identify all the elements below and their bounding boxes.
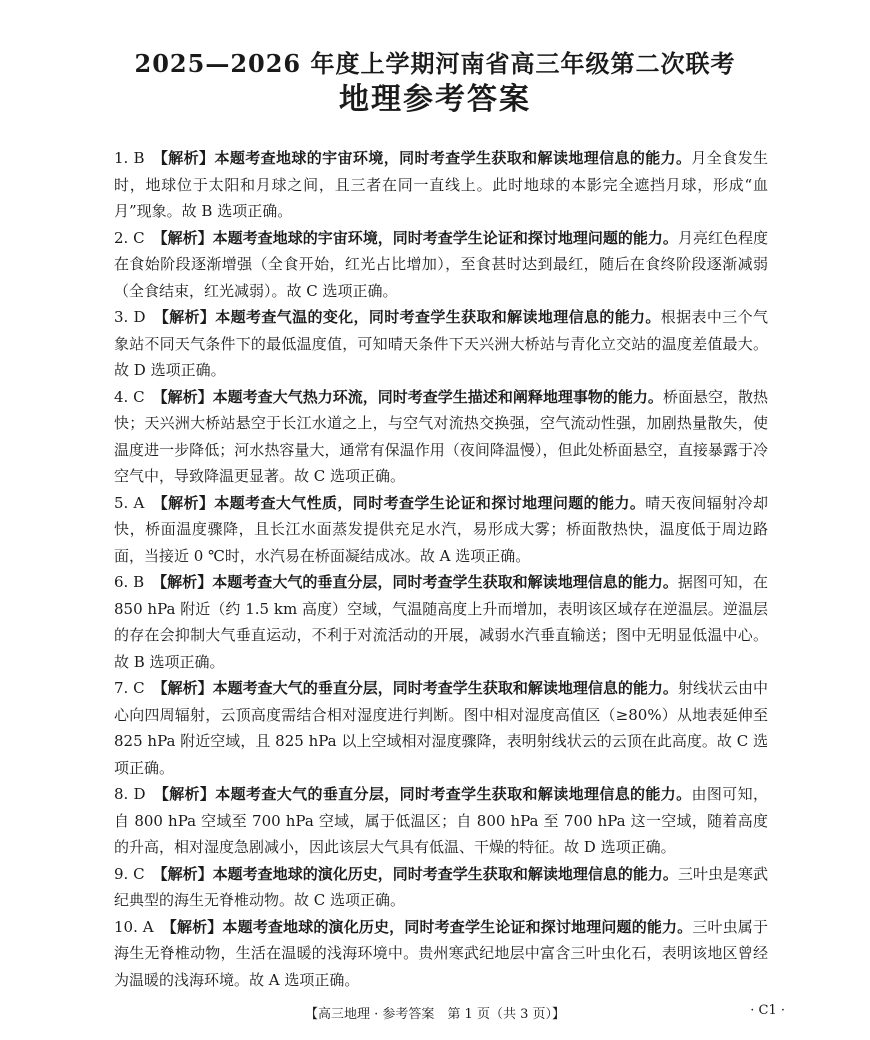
- answer-number: 8. D: [114, 785, 146, 803]
- analysis-detail: 三叶虫是寒武纪典型的海生无脊椎动物。故 C 选项正确。: [114, 864, 768, 909]
- answer-item: [114, 861, 768, 914]
- analysis-tag: 【解析】: [152, 573, 213, 591]
- analysis-focus: 本题考查大气的垂直分层，同时考查学生获取和解读地理信息的能力。: [212, 573, 678, 591]
- analysis-focus: 本题考查地球的演化历史，同时考查学生论证和探讨地理问题的能力。: [222, 917, 693, 936]
- answer-item: [114, 675, 768, 781]
- analysis-focus: 本题考查大气的垂直分层，同时考查学生获取和解读地理信息的能力。: [215, 785, 692, 803]
- answer-number: 6. B: [114, 573, 145, 591]
- analysis-focus: 本题考查大气热力环流，同时考查学生描述和阐释地理事物的能力。: [212, 387, 663, 406]
- answer-number: 1. B: [114, 149, 145, 167]
- analysis-focus: 本题考查地球的宇宙环境，同时考查学生论证和探讨地理问题的能力。: [212, 228, 678, 247]
- answer-item: [114, 384, 768, 490]
- answer-number: 5. A: [114, 493, 145, 512]
- footer-page-info: 【高三地理 · 参考答案 第 1 页（共 3 页）】: [305, 1007, 565, 1022]
- answer-item: [114, 914, 768, 994]
- answer-number: 4. C: [114, 387, 145, 406]
- analysis-detail: 根据表中三个气象站不同天气条件下的最低温度值，可知晴天条件下天兴洲大桥站与青化立交站的温度差值最大。故 D 选项正确。: [114, 308, 768, 379]
- analysis-focus: 本题考查地球的宇宙环境，同时考查学生获取和解读地理信息的能力。: [214, 149, 692, 167]
- analysis-detail: 桥面悬空，散热快；天兴洲大桥站悬空于长江水道之上，与空气对流热交换强，空气流动性强，加剧热量散失，使温度进一步降低；河水热容量大，通常有保温作用（夜间降温慢），但此处桥面悬空，直接暴露于冷空气中，导致降温更显著。故 C 选项正确。: [114, 387, 768, 485]
- answer-number: 3. D: [114, 308, 146, 326]
- analysis-detail: 射线状云由中心向四周辐射，云顶高度需结合相对湿度进行判断。图中相对湿度高值区（≥80%）从地表延伸至 825 hPa 附近空域，且 825 hPa 以上空域相对湿度骤降，表明射线状云的云顶在此高度。故 C 选项正确。: [114, 679, 768, 777]
- answer-item: [114, 781, 768, 861]
- exam-title: 2025—2026 年度上学期河南省高三年级第二次联考: [134, 49, 736, 78]
- analysis-detail: 月亮红色程度在食始阶段逐渐增强（全食开始，红光占比增加），至食甚时达到最红，随后在食终阶段逐渐减弱（全食结束，红光减弱）。故 C 选项正确。: [114, 228, 768, 300]
- answer-item: [114, 569, 768, 675]
- analysis-tag: 【解析】: [161, 917, 223, 936]
- answer-number: 10. A: [114, 917, 154, 936]
- analysis-detail: 月全食发生时，地球位于太阳和月球之间，且三者在同一直线上。此时地球的本影完全遮挡月球，形成“血月”现象。故 B 选项正确。: [114, 149, 768, 220]
- analysis-detail: 晴天夜间辐射冷却快，桥面温度骤降，且长江水面蒸发提供充足水汽，易形成大雾；桥面散热快，温度低于周边路面，当接近 0 ℃时，水汽易在桥面凝结成冰。故 A 选项正确。: [114, 493, 768, 565]
- analysis-tag: 【解析】: [152, 387, 213, 406]
- analysis-tag: 【解析】: [152, 149, 215, 167]
- answer-number: 9. C: [114, 864, 145, 883]
- analysis-focus: 本题考查地球的演化历史，同时考查学生获取和解读地理信息的能力。: [212, 864, 678, 883]
- analysis-detail: 据图可知，在 850 hPa 附近（约 1.5 km 高度）空域，气温随高度上升而增加，表明该区域存在逆温层。逆温层的存在会抑制大气垂直运动，不利于对流活动的开展，减弱水汽垂直输送；图中无明显低温中心。故 B 选项正确。: [114, 573, 768, 671]
- answer-number: 7. C: [114, 679, 145, 697]
- footer-code: · C1 ·: [750, 1003, 785, 1018]
- page-title: 地理参考答案: [339, 82, 531, 117]
- analysis-focus: 本题考查大气性质，同时考查学生论证和探讨地理问题的能力。: [214, 493, 646, 512]
- answer-number: 2. C: [114, 228, 145, 247]
- analysis-focus: 本题考查大气的垂直分层，同时考查学生获取和解读地理信息的能力。: [212, 679, 678, 697]
- analysis-tag: 【解析】: [152, 864, 213, 883]
- answer-item: [114, 145, 768, 225]
- analysis-tag: 【解析】: [153, 308, 216, 326]
- analysis-tag: 【解析】: [152, 493, 215, 512]
- analysis-tag: 【解析】: [152, 228, 213, 247]
- analysis-focus: 本题考查气温的变化，同时考查学生获取和解读地理信息的能力。: [215, 308, 661, 326]
- analysis-tag: 【解析】: [153, 785, 216, 803]
- answer-item: [114, 225, 768, 305]
- analysis-detail: 三叶虫属于海生无脊椎动物，生活在温暖的浅海环境中。贵州寒武纪地层中富含三叶虫化石，表明该地区曾经为温暖的浅海环境。故 A 选项正确。: [114, 917, 768, 989]
- page-header: [0, 48, 870, 120]
- analysis-tag: 【解析】: [152, 679, 213, 697]
- answer-item: [114, 304, 768, 384]
- analysis-detail: 由图可知，自 800 hPa 空域至 700 hPa 空域，属于低温区；自 800 hPa 至 700 hPa 这一空域，随着高度的升高，相对湿度急剧减小，因此该层大气具有低温、干燥的特征。故 D 选项正确。: [114, 785, 768, 856]
- answer-item: [114, 490, 768, 570]
- answer-list: [114, 145, 768, 993]
